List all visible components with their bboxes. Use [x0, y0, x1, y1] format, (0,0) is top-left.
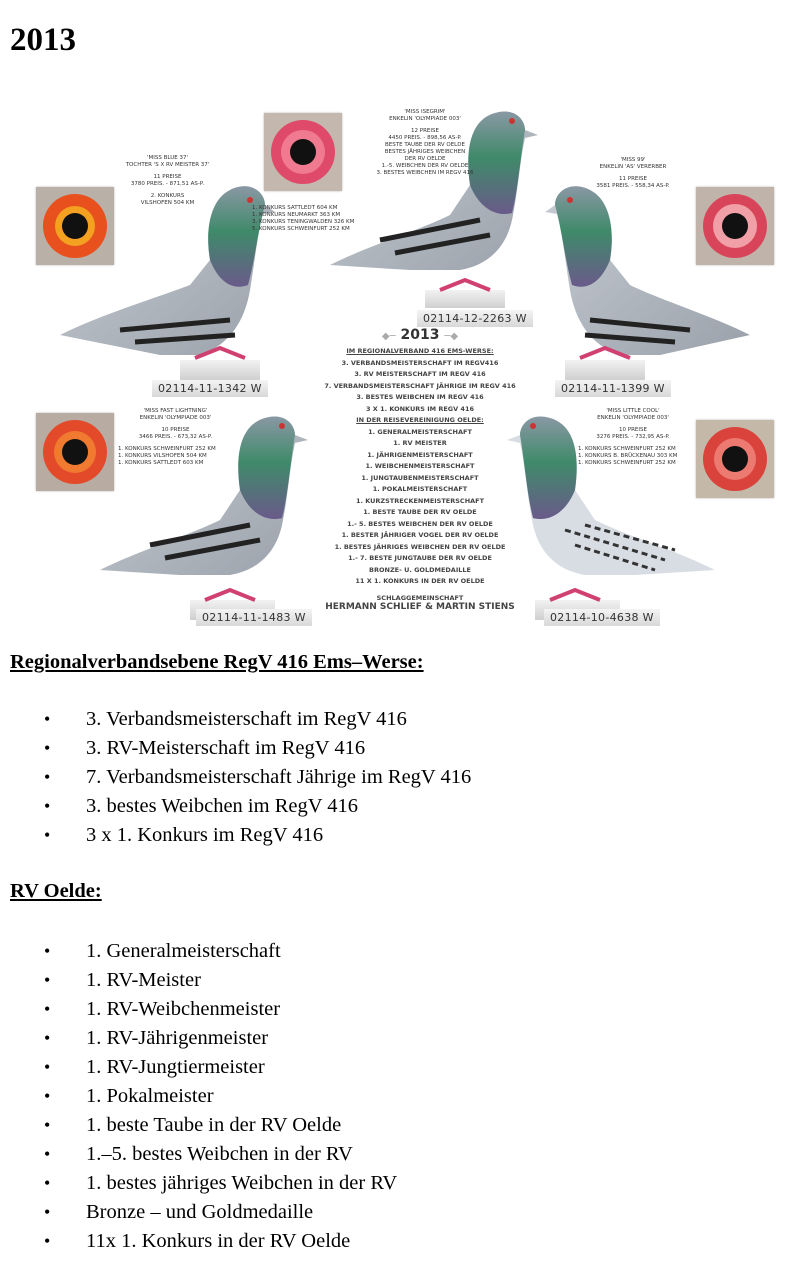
pigeon-prizes: 12 PREISE [411, 128, 439, 134]
poster-achievement-line: 1. JÄHRIGENMEISTERSCHAFT [367, 450, 473, 459]
pigeon-name: 'MISS ISEGRIM' [404, 109, 446, 115]
pigeon-result: VILSHOFEN 504 KM [140, 200, 195, 206]
pigeon-note: BESTES JÄHRIGES WEIBCHEN [384, 149, 466, 155]
signature-names: HERMANN SCHLIEF & MARTIN STIENS [325, 601, 515, 612]
poster-achievement-line: 11 X 1. KONKURS IN DER RV OELDE [355, 577, 485, 585]
pigeon-prizes: 10 PREISE [161, 427, 190, 433]
pigeon-result: 1. KONKURS SATTLEDT 603 KM [118, 460, 204, 466]
year-title: 2013 [10, 22, 76, 58]
poster-achievement-line: 1. POKALMEISTERSCHAFT [372, 485, 468, 493]
pigeon-note: DER RV OELDE [404, 156, 446, 162]
poster-achievement-line: 1. JUNGTAUBENMEISTERSCHAFT [361, 473, 479, 482]
signature-label: SCHLAGGEMEINSCHAFT [376, 593, 464, 602]
list-item: • 1. RV-Weibchenmeister [0, 995, 397, 1024]
eye-photo-1399 [696, 187, 774, 265]
pigeon-name: 'MISS 99' [620, 157, 646, 163]
pigeon-result: 2. KONKURS [150, 193, 185, 199]
pigeon-lineage: ENKELIN 'OLYMPIADE 003' [597, 415, 669, 421]
pigeon-info-4638 [578, 408, 688, 467]
pigeon-info-2263 [375, 109, 475, 177]
poster-achievement-line: 3. VERBANDSMEISTERSCHAFT IM REGV416 [341, 358, 499, 367]
ring-number-label: 02114-10-4638 W [544, 609, 660, 626]
poster-achievement-line: 1. BESTE TAUBE DER RV OELDE [363, 508, 477, 516]
ring-number-label: 02114-11-1342 W [152, 380, 268, 397]
poster-achievement-line: 1. BESTER JÄHRIGER VOGEL DER RV OELDE [341, 531, 499, 539]
list-item: • 1. RV-Jährigenmeister [0, 1024, 397, 1053]
poster-achievement-line: 7. VERBANDSMEISTERSCHAFT JÄHRIGE IM REGV 416 [324, 381, 516, 390]
poster-achievements [290, 327, 550, 612]
list-item: • Bronze – und Goldmedaille [0, 1198, 397, 1227]
pigeon-lineage: ENKELIN 'OLYMPIADE 003' [139, 415, 212, 421]
poster-year [290, 327, 550, 343]
section-heading-rv-oelde: RV Oelde: [10, 880, 102, 902]
poster-section-header: IM REGIONALVERBAND 416 EMS-WERSE: [346, 347, 494, 355]
regv-achievement-list [0, 705, 471, 850]
pigeon-name: 'MISS LITTLE COOL' [606, 408, 660, 414]
eye-photo-4638 [696, 420, 774, 498]
pigeon-poster-image [0, 95, 788, 635]
list-item: • 3. RV-Meisterschaft im RegV 416 [0, 734, 471, 763]
ring-number-label: 02114-11-1483 W [196, 609, 312, 626]
eye-photo-1342 [36, 187, 114, 265]
poster-achievement-line: BRONZE- U. GOLDMEDAILLE [369, 565, 471, 574]
list-item: • 1. Generalmeisterschaft [0, 937, 397, 966]
poster-achievement-line: 1. KURZSTRECKENMEISTERSCHAFT [355, 496, 485, 505]
pigeon-results-2263 [252, 205, 362, 233]
pigeon-result: 5. KONKURS SCHWEINFURT 252 KM [252, 226, 350, 232]
pigeon-result: 1. KONKURS NEUMARKT 363 KM [252, 212, 341, 218]
pigeon-points: 4450 PREIS. - 898,56 AS-P. [388, 135, 462, 141]
pigeon-result: 1. KONKURS SCHWEINFURT 252 KM [118, 446, 216, 452]
poster-achievement-line: 1. GENERALMEISTERSCHAFT [368, 427, 472, 436]
poster-achievement-line: 1. WEIBCHENMEISTERSCHAFT [365, 462, 475, 470]
list-item: • 3. bestes Weibchen im RegV 416 [0, 792, 471, 821]
list-item: • 1.–5. bestes Weibchen in der RV [0, 1140, 397, 1169]
poster-achievement-line: 1.- 7. BESTE JUNGTAUBE DER RV OELDE [348, 554, 492, 562]
section-heading-regv: Regionalverbandsebene RegV 416 Ems–Werse: [10, 651, 424, 673]
poster-achievement-line: 3. BESTES WEIBCHEN IM REGV 416 [356, 393, 484, 401]
pigeon-points: 3780 PREIS. - 871,51 AS-P. [130, 181, 205, 187]
pigeon-result: 1. KONKURS SATTLEDT 604 KM [252, 205, 338, 211]
list-item: • 3. Verbandsmeisterschaft im RegV 416 [0, 705, 471, 734]
ring-number-label: 02114-12-2263 W [417, 310, 533, 327]
ornament-icon: ◆─ [381, 331, 396, 342]
pigeon-name: 'MISS BLUE 37' [147, 155, 188, 161]
list-item: • 7. Verbandsmeisterschaft Jährige im RegV 416 [0, 763, 471, 792]
poster-achievement-line: 3. RV MEISTERSCHAFT IM REGV 416 [354, 370, 486, 378]
list-item: • 1. Pokalmeister [0, 1082, 397, 1111]
eye-photo-1483 [36, 413, 114, 491]
pigeon-result: 1. KONKURS B. BRÜCKENAU 303 KM [578, 453, 678, 459]
pigeon-info-1483 [118, 408, 233, 467]
pigeon-result: 3. KONKURS TENINGWALDEN 326 KM [252, 219, 355, 225]
eye-photo-2263 [264, 113, 342, 191]
list-item: • 1. beste Taube in der RV Oelde [0, 1111, 397, 1140]
pigeon-points: 3466 PREIS. - 673,32 AS-P. [138, 434, 213, 440]
pigeon-lineage: ENKELIN 'AS' VERERBER [599, 164, 667, 170]
pigeon-note: 3. BESTES WEIBCHEN IM REGV 416 [376, 170, 474, 176]
pigeon-prizes: 10 PREISE [619, 427, 647, 433]
pigeon-info-1342 [115, 155, 220, 207]
pigeon-note: 1.-5. WEIBCHEN DER RV OELDE [381, 163, 469, 169]
poster-achievement-line: 1.- 5. BESTES WEIBCHEN DER RV OELDE [347, 519, 493, 528]
pigeon-points: 3276 PREIS. - 732,95 AS-P. [596, 434, 670, 440]
pigeon-note: BESTE TAUBE DER RV OELDE [385, 142, 465, 148]
poster-achievement-line: 1. RV MEISTER [393, 439, 447, 447]
pigeon-result: 1. KONKURS SCHWEINFURT 252 KM [578, 446, 676, 452]
poster-achievement-line: 1. BESTES JÄHRIGES WEIBCHEN DER RV OELDE [334, 542, 506, 551]
poster-achievement-line: 3 X 1. KONKURS IM REGV 416 [366, 404, 474, 413]
poster-section-header: IN DER REISEVEREINIGUNG OELDE: [356, 416, 484, 424]
pigeon-points: 3581 PREIS. - 558,34 AS-P. [596, 183, 670, 189]
pigeon-name: 'MISS FAST LIGHTNING' [143, 408, 208, 414]
pigeon-result: 1. KONKURS SCHWEINFURT 252 KM [578, 460, 676, 466]
list-item: • 1. bestes jähriges Weibchen in der RV [0, 1169, 397, 1198]
pigeon-lineage: ENKELIN 'OLYMPIADE 003' [389, 116, 461, 122]
pigeon-info-1399 [583, 157, 683, 190]
pigeon-lineage: TOCHTER 'S X RV MEISTER 37' [125, 162, 210, 168]
ring-number-label: 02114-11-1399 W [555, 380, 671, 397]
poster-achievement-lines [290, 346, 550, 588]
poster-year-label: 2013 [400, 327, 440, 343]
list-item: • 1. RV-Meister [0, 966, 397, 995]
ornament-icon: ─◆ [444, 331, 459, 342]
list-item: • 1. RV-Jungtiermeister [0, 1053, 397, 1082]
pigeon-result: 1. KONKURS VILSHOFEN 504 KM [118, 453, 207, 459]
pigeon-prizes: 11 PREISE [153, 174, 182, 180]
pigeon-prizes: 11 PREISE [619, 176, 647, 182]
list-item: • 3 x 1. Konkurs im RegV 416 [0, 821, 471, 850]
rv-oelde-achievement-list [0, 937, 397, 1256]
list-item: • 11x 1. Konkurs in der RV Oelde [0, 1227, 397, 1256]
